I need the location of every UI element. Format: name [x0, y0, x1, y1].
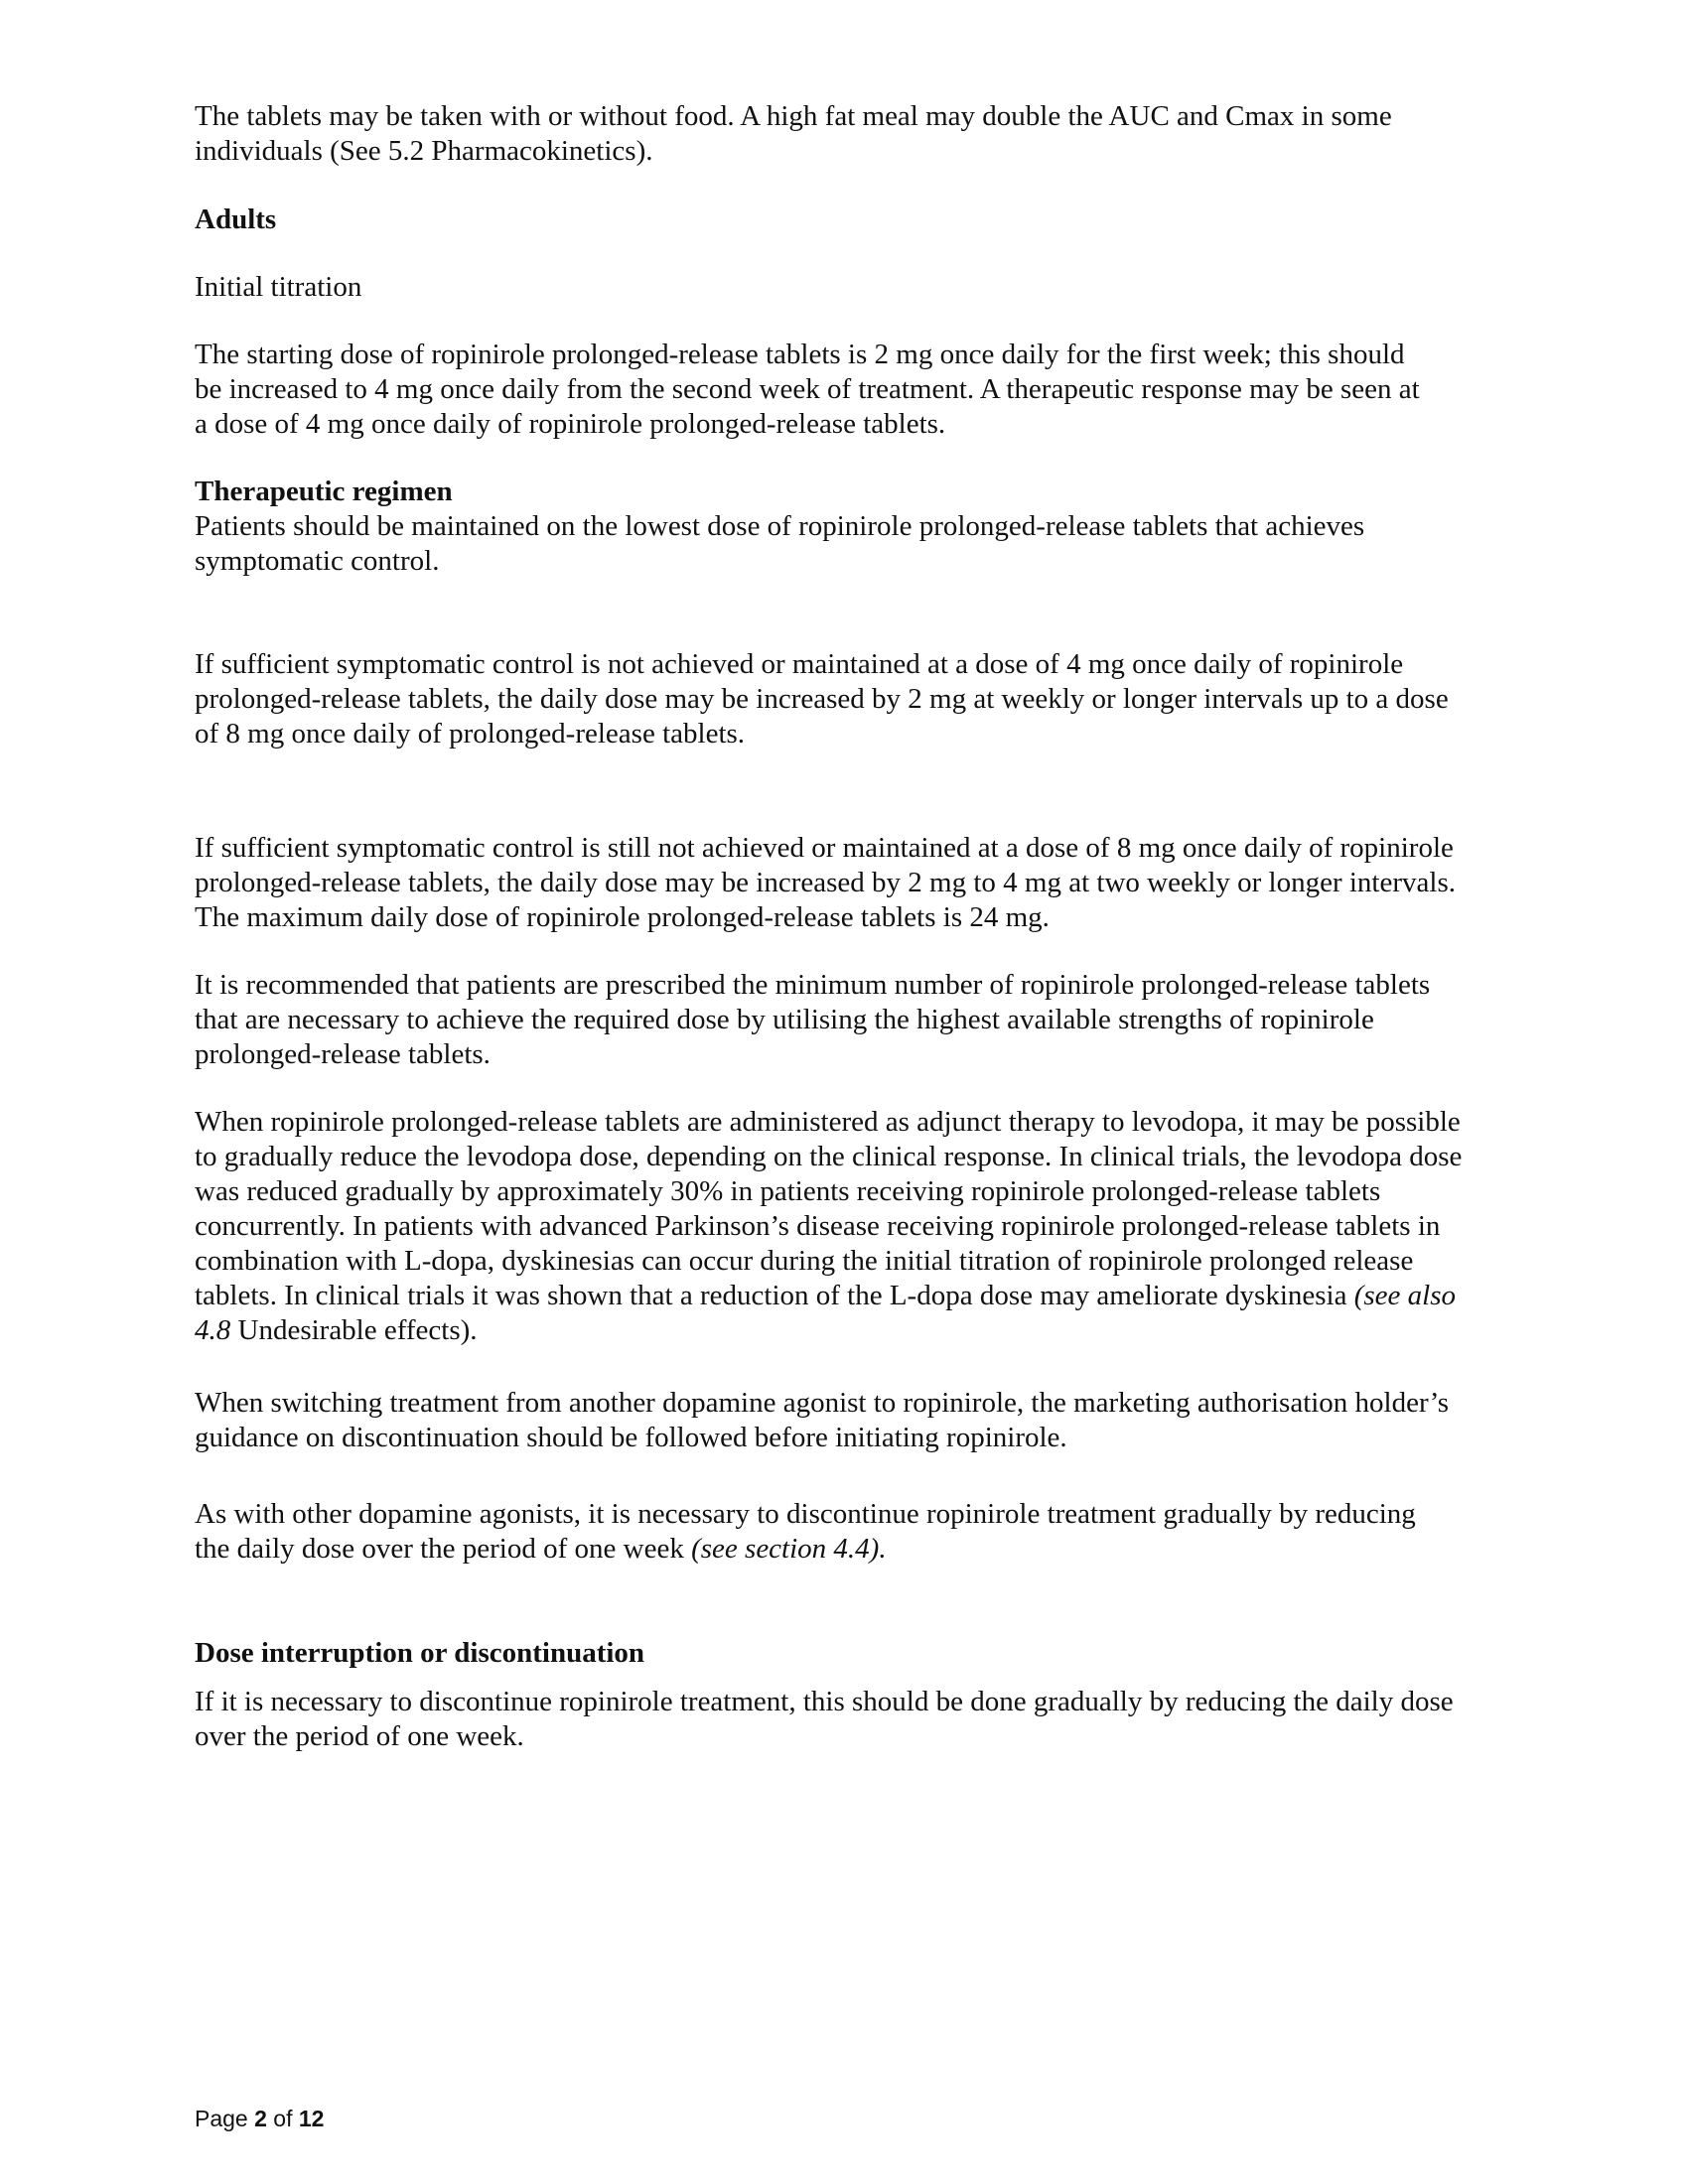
page-of: of: [266, 2106, 299, 2131]
adjunct-tail: Undesirable effects).: [230, 1314, 478, 1346]
page-number-footer: [195, 2105, 324, 2132]
page-total: 12: [298, 2106, 325, 2131]
page-current: 2: [254, 2106, 267, 2131]
paragraph-starting-dose: The starting dose of ropinirole prolonged-release tablets is 2 mg once daily for the first week; this should be increased to 4 mg once daily from the second week of treatment. A therapeutic response may be seen at a dose of 4 mg once daily of ropinirole prolonged-release tablets.: [195, 339, 1420, 440]
heading-therapeutic-regimen: Therapeutic regimen: [195, 476, 453, 507]
other-agonists-section-ref: (see section 4.4).: [691, 1533, 887, 1565]
paragraph-maintained: Patients should be maintained on the lowest dose of ropinirole prolonged-release tablets that achieves symptomatic control.: [195, 510, 1365, 577]
paragraph-sufficient-control-1: If sufficient symptomatic control is not achieved or maintained at a dose of 4 mg once daily of ropinirole prolonged-release tablets, the daily dose may be increased by 2 mg at weekly or longer intervals up to a dose of 8 mg once daily of prolonged-release tablets.: [195, 648, 1449, 750]
paragraph-food: The tablets may be taken with or without food. A high fat meal may double the AUC and Cmax in some individuals (See 5.2 Pharmacokinetics).: [195, 100, 1392, 167]
heading-adults: Adults: [195, 204, 277, 235]
paragraph-recommended: It is recommended that patients are prescribed the minimum number of ropinirole prolonged-release tablets that are necessary to achieve the required dose by utilising the highest available strengths of ropinirole prolonged-release tablets.: [195, 969, 1431, 1070]
paragraph-initial-titration: Initial titration: [195, 271, 362, 303]
paragraph-discontinue: If it is necessary to discontinue ropinirole treatment, this should be done gradually by reducing the daily dose over the period of one week.: [195, 1686, 1454, 1752]
other-agonists-text: As with other dopamine agonists, it is necessary to discontinue ropinirole treatment gradually by reducing the daily dose over the period of one week: [195, 1498, 1416, 1565]
document-body: [195, 99, 1535, 1754]
adjunct-see-also: (see also: [1353, 1280, 1456, 1311]
paragraph-switching: When switching treatment from another dopamine agonist to ropinirole, the marketing authorisation holder’s guidance on discontinuation should be followed before initiating ropinirole.: [195, 1387, 1450, 1453]
paragraph-other-agonists: [195, 1497, 1535, 1567]
heading-dose-interruption: Dose interruption or discontinuation: [195, 1637, 645, 1669]
adjunct-text: When ropinirole prolonged-release tablets are administered as adjunct therapy to levodopa, it may be possible to gradually reduce the levodopa dose, depending on the clinical response. In clinical trials, the levodopa dose was reduced gradually by approximately 30% in patients receiving ropinirole prolonged-release tablets concurrently. In patients with advanced Parkinson’s disease receiving ropinirole prolonged-release tablets in combination with L-dopa, dyskinesias can occur during the initial titration of ropinirole prolonged release tablets. In clinical trials it was shown that a reduction of the L-dopa dose may ameliorate dyskinesia: [195, 1106, 1463, 1311]
adjunct-section-ref: 4.8: [195, 1314, 231, 1346]
paragraph-sufficient-control-2: If sufficient symptomatic control is still not achieved or maintained at a dose of 8 mg once daily of ropinirole prolonged-release tablets, the daily dose may be increased by 2 mg to 4 mg at two weekly or longer intervals. The maximum daily dose of ropinirole prolonged-release tablets is 24 mg.: [195, 832, 1456, 933]
page-prefix: Page: [195, 2106, 255, 2131]
paragraph-adjunct-therapy: [195, 1105, 1535, 1348]
